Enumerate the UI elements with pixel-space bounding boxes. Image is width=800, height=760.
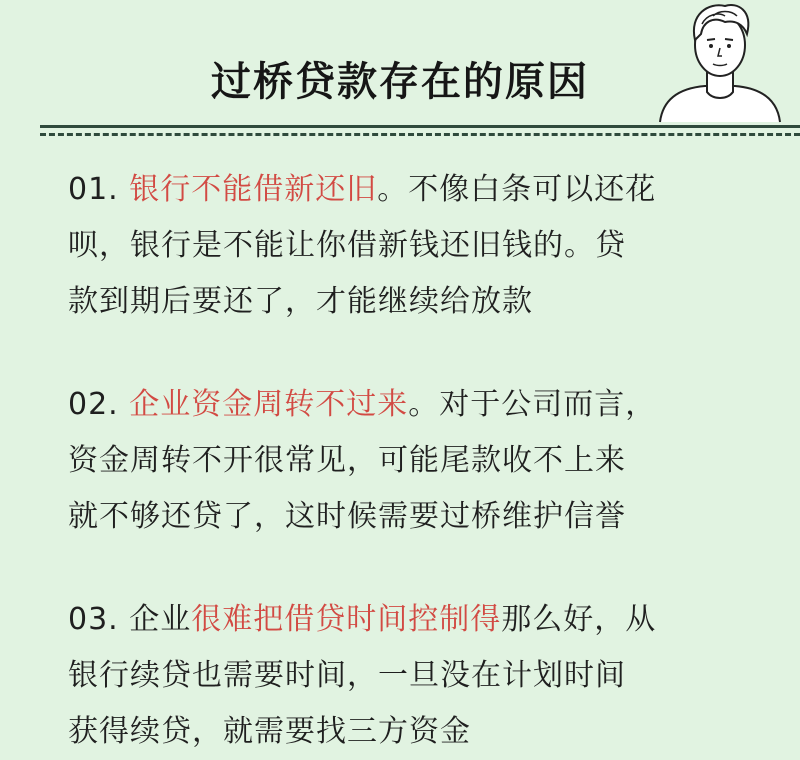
reason-03-line-2: 银行续贷也需要时间，一旦没在计划时间 (68, 658, 626, 693)
reason-01-line-2: 呗，银行是不能让你借新钱还旧钱的。贷 (68, 228, 626, 263)
reason-03-line-3: 获得续贷，就需要找三方资金 (68, 714, 471, 749)
reason-02-line-2: 资金周转不开很常见，可能尾款收不上来 (68, 443, 626, 478)
page-title: 过桥贷款存在的原因 (211, 59, 589, 105)
reason-highlight: 很难把借贷时间控制得 (191, 602, 502, 637)
reason-highlight: 企业资金周转不过来 (129, 387, 409, 422)
reason-02-line-3: 就不够还贷了，这时候需要过桥维护信誉 (68, 499, 626, 534)
divider (40, 125, 800, 139)
reason-text: 。不像白条可以还花 (377, 172, 657, 207)
reason-number: 02. (68, 387, 130, 422)
reason-prefix: 企业 (129, 602, 192, 637)
reason-02 (68, 377, 758, 545)
reason-02-line-1 (68, 377, 758, 433)
man-avatar-icon (655, 0, 785, 125)
reason-number: 01. (68, 172, 130, 207)
reason-01-line-1 (68, 162, 758, 218)
reason-number: 03. (68, 602, 130, 637)
reason-01-line-3: 款到期后要还了，才能继续给放款 (68, 284, 533, 319)
reason-highlight: 银行不能借新还旧 (129, 172, 378, 207)
reason-text: 那么好，从 (501, 602, 657, 637)
reason-03-line-1 (68, 592, 758, 648)
reason-01 (68, 162, 758, 330)
reason-text: 。对于公司而言， (408, 387, 657, 422)
